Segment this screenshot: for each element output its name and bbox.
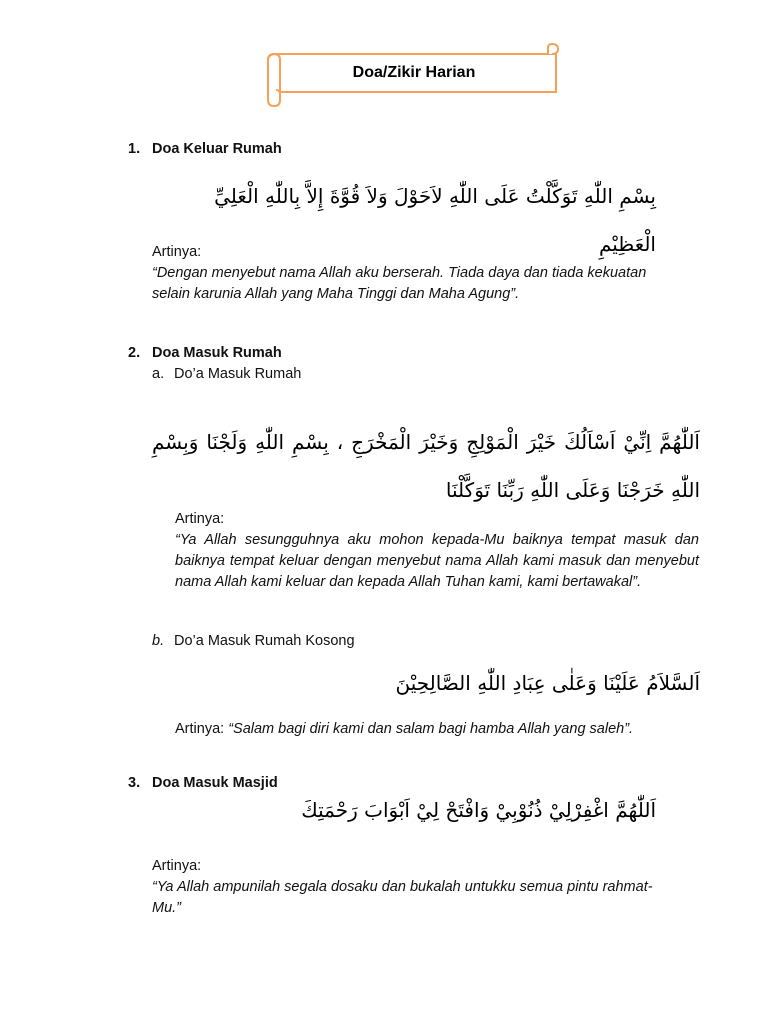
arabic-text: اَلسَّلاَمُ عَلَيْنَا وَعَلٰى عِبَادِ اللّٰهِ الصَّالِحِيْنَ	[395, 671, 700, 695]
page-title: Doa/Zikir Harian	[352, 64, 476, 81]
section-number: 2.	[128, 345, 141, 361]
subsection-title: Do’a Masuk Rumah Kosong	[174, 633, 355, 649]
section-title: Doa Masuk Masjid	[152, 775, 278, 791]
subsection-title: Do’a Masuk Rumah	[174, 366, 302, 382]
translation-text: “Salam bagi diri kami dan salam bagi hamba Allah yang saleh”.	[228, 721, 634, 737]
section-heading-doa-masuk-rumah	[128, 345, 282, 361]
translation-block	[152, 242, 672, 305]
section-number: 1.	[128, 141, 141, 157]
translation-text: “Dengan menyebut nama Allah aku berserah. Tiada daya dan tiada kekuatan selain karunia Allah yang Maha Tinggi dan Maha Agung”.	[152, 265, 647, 302]
arabic-text: اَللّٰهُمَّ اِنِّيْ اَسْاَلُكَ خَيْرَ الْمَوْلِجِ وَخَيْرَ الْمَخْرَجِ ، بِسْمِ اللّٰهِ وَلَجْنَا وَبِسْمِ اللّٰهِ خَرَجْنَا وَعَلَى اللّٰهِ رَبِّنَا تَوَكَّلْنَا	[152, 430, 700, 502]
section-heading-doa-keluar-rumah	[128, 141, 282, 157]
section-heading-doa-masuk-masjid	[128, 775, 278, 791]
translation-block	[175, 509, 699, 593]
subsection-label: a.	[152, 366, 165, 382]
arabic-text: بِسْمِ اللّٰهِ تَوَكَّلْتُ عَلَى اللّٰهِ لاَحَوْلَ وَلاَ قُوَّةَ إِلاَّ بِاللّٰهِ الْعَلِيِّ الْعَظِيْمِ	[214, 184, 656, 256]
translation-block	[152, 856, 680, 919]
section-title: Doa Masuk Rumah	[152, 345, 282, 361]
translation-text: “Ya Allah sesungguhnya aku mohon kepada-Mu baiknya tempat masuk dan baiknya tempat keluar dengan menyebut nama Allah kami masuk dan menyebut nama Allah kami keluar dan kepada Allah Tuhan kami, kami bertawakal”.	[175, 532, 699, 590]
artinya-label: Artinya:	[175, 721, 229, 737]
subsection-heading-a	[152, 366, 301, 382]
subsection-label: b.	[152, 633, 165, 649]
section-number: 3.	[128, 775, 141, 791]
section-title: Doa Keluar Rumah	[152, 141, 282, 157]
artinya-label: Artinya:	[152, 858, 202, 874]
arabic-text: اَللّٰهُمَّ اغْفِرْلِيْ ذُنُوْبِيْ وَافْتَحْ لِيْ اَبْوَابَ رَحْمَتِكَ	[301, 798, 656, 822]
artinya-label: Artinya:	[175, 511, 225, 527]
title-banner	[262, 42, 564, 110]
artinya-label: Artinya:	[152, 244, 202, 260]
translation-text: “Ya Allah ampunilah segala dosaku dan bukalah untukku semua pintu rahmat-Mu.”	[152, 879, 653, 916]
subsection-heading-b	[152, 633, 355, 649]
translation-block	[175, 719, 699, 740]
